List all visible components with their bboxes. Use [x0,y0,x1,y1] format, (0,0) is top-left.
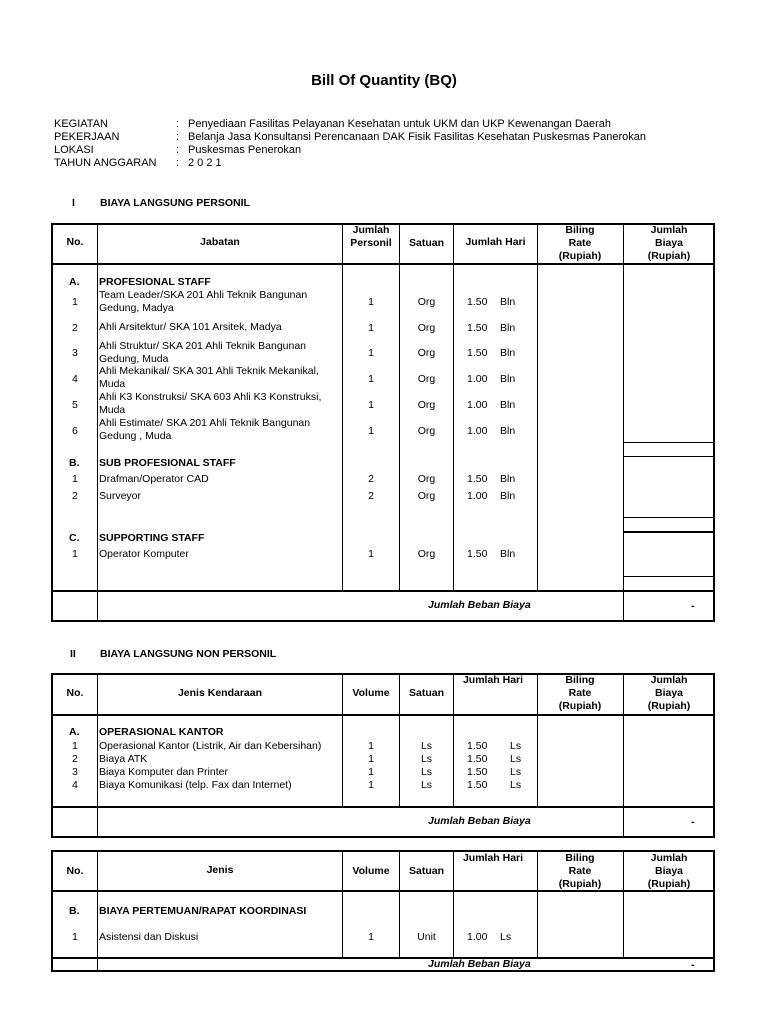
cell-unit: Ls [510,766,522,778]
header-biling-rate: Biling Rate (Rupiah) [558,852,602,890]
cell-unit: Bln [500,425,516,437]
cell-personil: 1 [368,425,374,437]
cell-jabatan: Team Leader/SKA 201 Ahli Teknik Bangunan Gedung, Madya [99,289,308,314]
header-jumlah-biaya: Jumlah Biaya (Rupiah) [647,674,691,712]
cell-hari: 1.50 [467,766,488,778]
cell-hari: 1.50 [467,347,488,359]
meta-colon: : [176,144,180,156]
cell-satuan: Org [417,296,436,308]
header-divider [51,890,715,892]
cell-unit: Ls [510,779,522,791]
cell-no: 2 [72,490,78,502]
col-divider [623,223,624,622]
header-jumlah-hari: Jumlah Hari [462,852,524,864]
cell-jenis: Asistensi dan Diskusi [99,931,199,943]
cell-no: 1 [72,740,78,752]
meta-colon: : [176,131,180,143]
col-divider [537,673,538,807]
col-divider [97,223,98,622]
group-name: OPERASIONAL KANTOR [99,726,224,738]
total-value: - [691,600,695,612]
cell-unit: Bln [500,347,516,359]
col-divider [623,850,624,958]
meta-value-kegiatan: Penyediaan Fasilitas Pelayanan Kesehatan untuk UKM dan UKP Kewenangan Daerah [188,118,611,130]
cell-hari: 1.50 [467,548,488,560]
header-divider [51,714,715,716]
cell-no: 6 [72,425,78,437]
cell-volume: 1 [368,779,374,791]
meta-colon: : [176,118,180,130]
row-divider [623,576,715,577]
cell-jabatan: Drafman/Operator CAD [99,473,209,485]
header-jumlah-hari: Jumlah Hari [462,674,524,686]
cell-jabatan: Ahli Estimate/ SKA 201 Ahli Teknik Bangunan Gedung , Muda [99,417,311,442]
meta-value-tahun: 2 0 2 1 [188,157,222,169]
cell-satuan: Unit [417,931,436,943]
total-divider [51,806,715,808]
cell-no: 1 [72,548,78,560]
cell-hari: 1.50 [467,753,488,765]
cell-volume: 1 [368,766,374,778]
cell-unit: Bln [500,490,516,502]
section-title: BIAYA LANGSUNG NON PERSONIL [100,648,277,660]
cell-satuan: Org [417,548,436,560]
cell-unit: Ls [500,931,512,943]
cell-jenis: Biaya Komunikasi (telp. Fax dan Internet) [99,779,292,791]
total-value: - [691,959,695,971]
total-divider [51,957,715,959]
section-title: BIAYA LANGSUNG PERSONIL [100,197,250,209]
cell-no: 2 [72,322,78,334]
header-satuan: Satuan [408,237,444,249]
cell-satuan: Org [417,490,436,502]
meta-value-pekerjaan: Belanja Jasa Konsultansi Perencanaan DAK Fisik Fasilitas Kesehatan Puskesmas Panerokan [188,131,646,143]
meta-label-tahun: TAHUN ANGGARAN [54,157,157,169]
cell-unit: Bln [500,296,516,308]
cell-unit: Ls [510,740,522,752]
cell-unit: Bln [500,548,516,560]
cell-hari: 1.50 [467,296,488,308]
cell-volume: 1 [368,753,374,765]
cell-jabatan: Ahli Arsitektur/ SKA 101 Arsitek, Madya [99,321,282,333]
group-name: SUB PROFESIONAL STAFF [99,457,236,469]
group-name: PROFESIONAL STAFF [99,276,211,288]
cell-jenis: Biaya Komputer dan Printer [99,766,228,778]
cell-no: 2 [72,753,78,765]
group-code: A. [69,726,80,738]
cell-satuan: Org [417,347,436,359]
cell-personil: 1 [368,548,374,560]
meta-label-pekerjaan: PEKERJAAN [54,131,120,143]
col-divider [623,673,624,838]
cell-volume: 1 [368,740,374,752]
group-code: B. [69,905,80,917]
cell-no: 4 [72,373,78,385]
cell-hari: 1.00 [467,425,488,437]
cell-satuan: Ls [420,740,433,752]
cell-no: 3 [72,766,78,778]
meta-colon: : [176,157,180,169]
cell-unit: Ls [510,753,522,765]
cell-satuan: Ls [420,753,433,765]
header-jumlah-biaya: Jumlah Biaya (Rupiah) [647,852,691,890]
cell-hari: 1.50 [467,473,488,485]
cell-jabatan: Operator Komputer [99,548,189,560]
col-divider [453,850,454,958]
cell-personil: 1 [368,322,374,334]
header-no: No. [66,236,84,248]
cell-hari: 1.00 [467,399,488,411]
header-jabatan: Jabatan [200,236,240,248]
meta-label-lokasi: LOKASI [54,144,94,156]
cell-no: 4 [72,779,78,791]
cell-jenis: Operasional Kantor (Listrik, Air dan Kebersihan) [99,740,322,752]
row-divider [623,531,715,533]
cell-personil: 2 [368,473,374,485]
cell-personil: 1 [368,373,374,385]
meta-value-lokasi: Puskesmas Penerokan [188,144,302,156]
header-volume: Volume [352,865,390,877]
cell-personil: 1 [368,296,374,308]
row-divider [623,517,715,518]
cell-satuan: Org [417,473,436,485]
header-no: No. [66,865,84,877]
group-code: B. [69,457,80,469]
cell-jabatan: Surveyor [99,490,142,502]
cell-jabatan: Ahli K3 Konstruksi/ SKA 603 Ahli K3 Konstruksi, Muda [99,391,322,416]
cell-personil: 2 [368,490,374,502]
cell-satuan: Ls [420,766,433,778]
total-value: - [691,816,695,828]
header-biling-rate: Biling Rate (Rupiah) [558,224,602,262]
cell-no: 1 [72,473,78,485]
cell-hari: 1.50 [467,779,488,791]
row-divider [623,442,715,443]
section-number: I [72,197,75,209]
group-name: SUPPORTING STAFF [99,532,205,544]
header-jumlah-hari: Jumlah Hari [465,236,526,248]
header-jumlah-biaya: Jumlah Biaya (Rupiah) [647,224,691,262]
cell-unit: Bln [500,399,516,411]
cell-satuan: Org [417,322,436,334]
cell-satuan: Org [417,425,436,437]
meta-label-kegiatan: KEGIATAN [54,118,108,130]
cell-personil: 1 [368,347,374,359]
cell-hari: 1.00 [467,931,488,943]
total-label: Jumlah Beban Biaya [428,958,531,970]
header-jenis-kendaraan: Jenis Kendaraan [177,687,263,699]
row-divider [623,456,715,457]
header-jumlah-personil: Jumlah Personil [350,224,392,249]
cell-unit: Bln [500,473,516,485]
cell-no: 5 [72,399,78,411]
cell-personil: 1 [368,399,374,411]
cell-unit: Bln [500,373,516,385]
header-satuan: Satuan [408,865,444,877]
cell-jabatan: Ahli Struktur/ SKA 201 Ahli Teknik Bangunan Gedung, Muda [99,340,307,365]
header-satuan: Satuan [408,687,444,699]
header-biling-rate: Biling Rate (Rupiah) [558,674,602,712]
cell-hari: 1.50 [467,740,488,752]
col-divider [453,223,454,591]
cell-no: 1 [72,296,78,308]
cell-unit: Bln [500,322,516,334]
total-label: Jumlah Beban Biaya [428,815,531,827]
cell-jenis: Biaya ATK [99,753,148,765]
col-divider [537,223,538,591]
header-volume: Volume [352,687,390,699]
group-name: BIAYA PERTEMUAN/RAPAT KOORDINASI [99,905,307,917]
total-divider [51,590,715,592]
page-title: Bill Of Quantity (BQ) [311,72,457,89]
cell-hari: 1.50 [467,322,488,334]
cell-satuan: Ls [420,779,433,791]
group-code: A. [69,276,80,288]
section-number: II [70,648,76,660]
cell-hari: 1.00 [467,373,488,385]
header-jenis: Jenis [206,864,234,876]
cell-volume: 1 [368,931,374,943]
group-code: C. [69,532,80,544]
cell-satuan: Org [417,399,436,411]
col-divider [537,850,538,958]
cell-satuan: Org [417,373,436,385]
cell-no: 1 [72,931,78,943]
col-divider [453,673,454,807]
cell-jabatan: Ahli Mekanikal/ SKA 301 Ahli Teknik Mekanikal, Muda [99,365,319,390]
cell-hari: 1.00 [467,490,488,502]
header-no: No. [66,687,84,699]
header-divider [51,263,715,265]
total-label: Jumlah Beban Biaya [428,599,531,611]
cell-no: 3 [72,347,78,359]
